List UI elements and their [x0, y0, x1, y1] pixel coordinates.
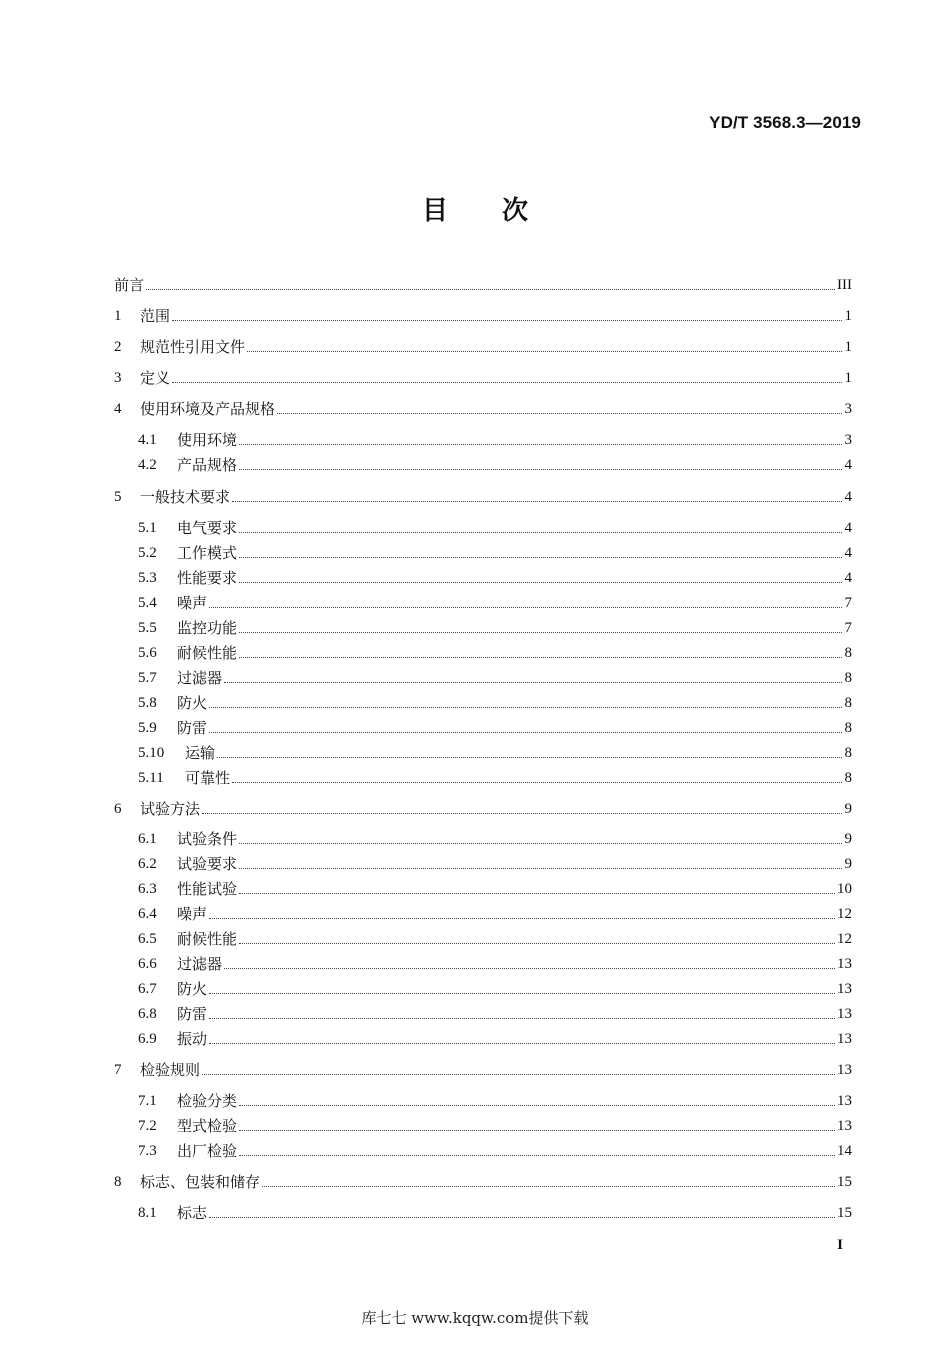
toc-entry-page: 3: [844, 401, 852, 417]
toc-dot-leader: [239, 631, 842, 633]
toc-dot-leader: [247, 350, 842, 352]
toc-dot-leader: [277, 412, 842, 414]
toc-entry-number: 4.1: [138, 432, 157, 448]
toc-entry-number: 5.3: [138, 570, 157, 586]
toc-entry-number: 6.7: [138, 981, 157, 997]
toc-entry-page: 4: [844, 457, 852, 473]
toc-entry-number: 6.2: [138, 856, 157, 872]
toc-entry[interactable]: [138, 976, 852, 1000]
toc-entry-label: 检验分类: [177, 1092, 238, 1110]
toc-entry-number: 7.1: [138, 1093, 157, 1109]
toc-entry[interactable]: [138, 715, 852, 739]
toc-entry-page: 9: [844, 856, 852, 872]
toc-dot-leader: [239, 556, 842, 558]
toc-entry-number: 4.2: [138, 457, 157, 473]
toc-entry[interactable]: [138, 765, 852, 789]
toc-entry-label: 耐候性能: [177, 644, 238, 662]
toc-dot-leader: [239, 892, 835, 894]
toc-entry-page: 4: [844, 489, 852, 505]
toc-entry-label: 运输: [185, 744, 216, 762]
toc-dot-leader: [239, 1154, 835, 1156]
toc-entry-page: III: [837, 277, 852, 293]
toc-entry-page: 15: [837, 1205, 852, 1221]
toc-entry[interactable]: [114, 272, 852, 296]
toc-entry-label: 电气要求: [177, 519, 238, 537]
toc-entry-page: 13: [837, 1093, 852, 1109]
toc-entry[interactable]: [138, 590, 852, 614]
toc-entry[interactable]: [138, 1001, 852, 1025]
toc-dot-leader: [239, 443, 842, 445]
toc-entry-label: 性能试验: [177, 880, 238, 898]
toc-entry[interactable]: [138, 1088, 852, 1112]
toc-entry-number: 5.10: [138, 745, 165, 761]
toc-entry-label: 标志: [177, 1204, 208, 1222]
toc-entry-number: 5.8: [138, 695, 157, 711]
toc-entry-number: 8: [114, 1174, 122, 1190]
toc-entry-label: 规范性引用文件: [140, 338, 246, 356]
toc-entry-label: 性能要求: [177, 569, 238, 587]
toc-entry-number: 8.1: [138, 1205, 157, 1221]
toc-entry-page: 1: [844, 308, 852, 324]
toc-dot-leader: [232, 500, 842, 502]
toc-entry[interactable]: [114, 1169, 852, 1193]
toc-entry-page: 8: [844, 670, 852, 686]
toc-entry-page: 9: [844, 801, 852, 817]
toc-dot-leader: [232, 781, 842, 783]
toc-entry-number: 5.6: [138, 645, 157, 661]
toc-dot-leader: [239, 531, 842, 533]
toc-entry[interactable]: [114, 334, 852, 358]
toc-entry-number: 5.1: [138, 520, 157, 536]
toc-entry-page: 14: [837, 1143, 852, 1159]
toc-entry-page: 10: [837, 881, 852, 897]
page-number: I: [837, 1237, 843, 1253]
toc-entry[interactable]: [114, 365, 852, 389]
toc-entry-page: 13: [837, 1031, 852, 1047]
toc-entry-page: 8: [844, 745, 852, 761]
toc-entry-label: 试验方法: [140, 800, 201, 818]
toc-dot-leader: [202, 1073, 835, 1075]
toc-entry[interactable]: [138, 876, 852, 900]
toc-dot-leader: [209, 917, 835, 919]
toc-dot-leader: [239, 867, 842, 869]
toc-entry-label: 前言: [114, 276, 145, 294]
toc-entry-number: 5.7: [138, 670, 157, 686]
toc-entry-number: 7.3: [138, 1143, 157, 1159]
toc-dot-leader: [146, 288, 835, 290]
toc-entry-label: 试验要求: [177, 855, 238, 873]
toc-entry-label: 防火: [177, 980, 208, 998]
toc-entry-number: 5.4: [138, 595, 157, 611]
toc-dot-leader: [172, 381, 842, 383]
toc-entry-page: 3: [844, 432, 852, 448]
toc-entry-label: 使用环境: [177, 431, 238, 449]
toc-entry-label: 可靠性: [185, 769, 231, 787]
toc-dot-leader: [239, 468, 842, 470]
page-title: 目次: [421, 196, 582, 226]
toc-entry-page: 13: [837, 981, 852, 997]
toc-dot-leader: [209, 731, 842, 733]
standard-code: YD/T 3568.3—2019: [709, 113, 861, 132]
toc-entry-page: 8: [844, 695, 852, 711]
toc-entry[interactable]: [138, 540, 852, 564]
toc-entry-number: 7: [114, 1062, 122, 1078]
toc-entry-label: 振动: [177, 1030, 208, 1048]
toc-entry-page: 1: [844, 339, 852, 355]
toc-dot-leader: [239, 842, 842, 844]
toc-entry-page: 8: [844, 770, 852, 786]
toc-entry[interactable]: [114, 303, 852, 327]
toc-entry-page: 4: [844, 545, 852, 561]
toc-entry-label: 耐候性能: [177, 930, 238, 948]
toc-dot-leader: [209, 1216, 835, 1218]
toc-entry[interactable]: [114, 796, 852, 820]
toc-dot-leader: [239, 656, 842, 658]
toc-entry-label: 型式检验: [177, 1117, 238, 1135]
toc-entry-page: 8: [844, 720, 852, 736]
toc-entry-label: 过滤器: [177, 669, 223, 687]
toc-entry-page: 4: [844, 520, 852, 536]
toc-entry[interactable]: [138, 740, 852, 764]
toc-entry-number: 6.9: [138, 1031, 157, 1047]
toc-entry-label: 标志、包装和储存: [140, 1173, 261, 1191]
toc-entry-number: 6.4: [138, 906, 157, 922]
toc-entry-label: 试验条件: [177, 830, 238, 848]
toc-entry[interactable]: [114, 484, 852, 508]
toc-entry[interactable]: [138, 1113, 852, 1137]
toc-entry-number: 5.2: [138, 545, 157, 561]
toc-entry-label: 一般技术要求: [140, 488, 231, 506]
toc-dot-leader: [209, 606, 842, 608]
toc-entry-page: 12: [837, 931, 852, 947]
toc-entry-label: 噪声: [177, 594, 208, 612]
toc-dot-leader: [239, 942, 835, 944]
toc-entry-number: 5.5: [138, 620, 157, 636]
toc-entry-number: 5: [114, 489, 122, 505]
toc-dot-leader: [209, 992, 835, 994]
toc-entry-page: 7: [844, 620, 852, 636]
toc-entry-label: 工作模式: [177, 544, 238, 562]
toc-entry-number: 6.6: [138, 956, 157, 972]
toc-entry-label: 范围: [140, 307, 171, 325]
toc-entry[interactable]: [138, 615, 852, 639]
toc-entry[interactable]: [138, 1026, 852, 1050]
toc-dot-leader: [217, 756, 842, 758]
toc-entry-page: 13: [837, 1006, 852, 1022]
toc-entry-label: 监控功能: [177, 619, 238, 637]
toc-dot-leader: [239, 1104, 835, 1106]
toc-entry[interactable]: [138, 901, 852, 925]
toc-entry-label: 防火: [177, 694, 208, 712]
toc-entry[interactable]: [138, 690, 852, 714]
toc-entry-label: 定义: [140, 369, 171, 387]
toc-entry[interactable]: [138, 851, 852, 875]
toc-entry-number: 7.2: [138, 1118, 157, 1134]
toc-dot-leader: [262, 1185, 835, 1187]
toc-dot-leader: [224, 967, 835, 969]
toc-dot-leader: [239, 1129, 835, 1131]
toc-entry-page: 8: [844, 645, 852, 661]
toc-entry[interactable]: [138, 826, 852, 850]
toc-entry[interactable]: [138, 515, 852, 539]
toc-entry-number: 6.8: [138, 1006, 157, 1022]
toc-entry-number: 5.9: [138, 720, 157, 736]
toc-entry-page: 13: [837, 1062, 852, 1078]
toc-entry[interactable]: [138, 951, 852, 975]
toc-entry-label: 过滤器: [177, 955, 223, 973]
toc-entry-label: 检验规则: [140, 1061, 201, 1079]
toc-entry-page: 7: [844, 595, 852, 611]
toc-entry-label: 防雷: [177, 1005, 208, 1023]
toc-entry[interactable]: [138, 427, 852, 451]
toc-entry-number: 3: [114, 370, 122, 386]
toc-entry-number: 6: [114, 801, 122, 817]
toc-dot-leader: [224, 681, 842, 683]
toc-entry[interactable]: [114, 1057, 852, 1081]
toc-dot-leader: [172, 319, 842, 321]
toc-entry-label: 产品规格: [177, 456, 238, 474]
toc-entry-number: 4: [114, 401, 122, 417]
toc-entry[interactable]: [138, 926, 852, 950]
toc-entry-label: 使用环境及产品规格: [140, 400, 276, 418]
toc-entry-label: 出厂检验: [177, 1142, 238, 1160]
toc-entry[interactable]: [138, 1200, 852, 1224]
toc-entry-label: 防雷: [177, 719, 208, 737]
toc-dot-leader: [209, 1042, 835, 1044]
toc-entry-page: 15: [837, 1174, 852, 1190]
toc-entry-number: 2: [114, 339, 122, 355]
toc-dot-leader: [239, 581, 842, 583]
toc-entry[interactable]: [138, 665, 852, 689]
toc-entry-label: 噪声: [177, 905, 208, 923]
toc-entry-page: 9: [844, 831, 852, 847]
toc-entry-page: 13: [837, 956, 852, 972]
toc-entry-page: 4: [844, 570, 852, 586]
toc-entry-number: 6.5: [138, 931, 157, 947]
toc-entry[interactable]: [138, 452, 852, 476]
footer-watermark: 库七七 www.kqqw.com提供下载: [361, 1309, 589, 1327]
toc-entry[interactable]: [138, 1138, 852, 1162]
toc-entry-page: 12: [837, 906, 852, 922]
toc-dot-leader: [209, 706, 842, 708]
toc-entry-page: 1: [844, 370, 852, 386]
toc-entry-number: 1: [114, 308, 122, 324]
toc-dot-leader: [202, 812, 842, 814]
toc-entry-number: 5.11: [138, 770, 164, 786]
toc-dot-leader: [209, 1017, 835, 1019]
toc-entry[interactable]: [114, 396, 852, 420]
toc-entry[interactable]: [138, 565, 852, 589]
toc-entry[interactable]: [138, 640, 852, 664]
toc-entry-page: 13: [837, 1118, 852, 1134]
toc-entry-number: 6.3: [138, 881, 157, 897]
toc-entry-number: 6.1: [138, 831, 157, 847]
